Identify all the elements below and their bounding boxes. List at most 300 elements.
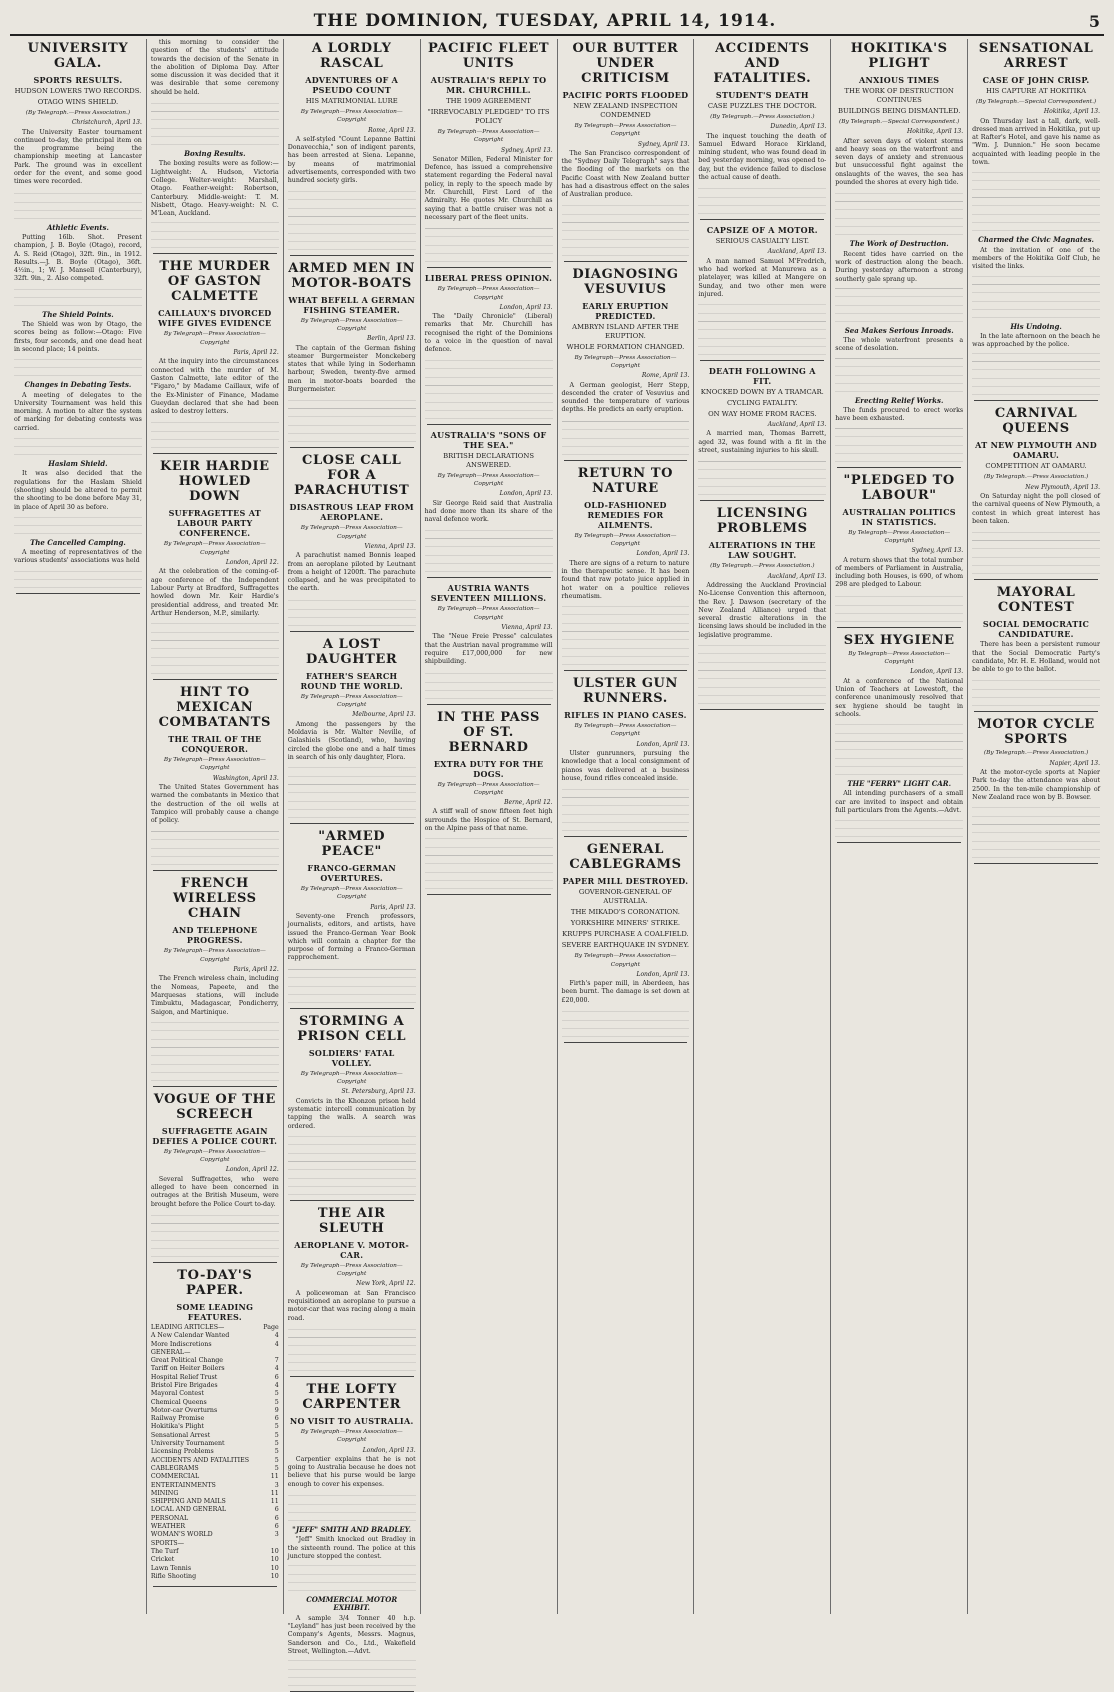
section-heading: Sea Makes Serious Inroads. xyxy=(844,325,954,335)
text-lines xyxy=(698,301,826,355)
article-subheadline: AMBRYN ISLAND AFTER THE ERUPTION. xyxy=(572,322,679,340)
section-paragraph: A sample 3/4 Tonner 40 h.p. "Leyland" has just been received by the Company's Agents, Messrs. Magnus, Sanderson and Co., Ltd., Wakefield Street, Wellington.—Advt. xyxy=(287,1614,416,1655)
article-body xyxy=(288,1456,416,1489)
article-subheadline: BUILDINGS BEING DISMANTLED. xyxy=(837,107,961,115)
article-headline: LICENSING PROBLEMS xyxy=(716,506,808,537)
contents-page: 5 xyxy=(274,1431,279,1439)
contents-list xyxy=(151,1324,279,1581)
article-paragraph: A German geologist, Herr Stepp, descended the crater of Vesuvius and sounded the temperature of various depths. He predicts an early eruption. xyxy=(561,381,690,414)
article-subheadline: CAPSIZE OF A MOTOR. xyxy=(706,225,818,236)
article-subheadline: CASE PUZZLES THE DOCTOR. xyxy=(707,102,817,110)
article-paragraph: A man named Samuel M'Fredrich, who had worked at Manurewa as a platelayer, was killed at Mangere on Sunday, and two other men were injured. xyxy=(698,257,827,298)
article-subheadline: WHOLE FORMATION CHANGED. xyxy=(566,342,685,351)
article-dateline: Sydney, April 13. xyxy=(637,140,690,148)
contents-page: 6 xyxy=(274,1506,279,1514)
text-lines xyxy=(14,356,142,376)
article-subheadline: SOLDIERS' FATAL VOLLEY. xyxy=(308,1047,395,1068)
article-paragraph: The French wireless chain, including the Nomeas, Papeete, and the Marquesas stations, will include Timbuktu, Madagascar, Pondicherry, Saigon, and Martinique. xyxy=(150,975,279,1016)
article-byline: By Telegraph—Press Association—Copyright xyxy=(300,109,403,124)
contents-page xyxy=(275,1540,279,1548)
contents-label: PERSONAL xyxy=(150,1514,189,1522)
article xyxy=(288,1382,416,1686)
section-heading: His Undoing. xyxy=(1010,321,1062,331)
article-dateline: Paris, April 12. xyxy=(233,349,279,357)
article-paragraph: A stiff wall of snow fifteen feet high surrounds the Hospice of St. Bernard, on the Alpine pass of that name. xyxy=(424,808,553,832)
article-body xyxy=(835,678,963,719)
section-paragraph: The boxing results were as follow:—Lightweight: A. Hudson, Victoria College. Welter-weight: Marshall, Otago. Feather-weight: Robertson, Canterbury. Middle-weight: T. M. Nisbett, Otago. Heavy-weight: N. C. M'Lean, Auckland. xyxy=(150,160,279,218)
article-divider xyxy=(974,579,1098,580)
section-body xyxy=(972,333,1100,350)
contents-row xyxy=(151,1423,279,1431)
article-dateline: Paris, April 13. xyxy=(370,903,416,911)
contents-label: Tariff on Heiter Boilers xyxy=(150,1365,225,1373)
contents-label: Hokitika's Plight xyxy=(150,1423,204,1431)
text-lines xyxy=(698,184,826,214)
article xyxy=(972,406,1100,574)
article-body xyxy=(288,136,416,186)
article-divider xyxy=(290,1200,414,1201)
article-headline: PACIFIC FLEET UNITS xyxy=(427,41,550,71)
article-body xyxy=(972,493,1100,526)
text-lines xyxy=(835,426,963,462)
article-divider xyxy=(837,842,961,843)
article-paragraph: A self-styled "Count Lepanne Battini Donavecchia," son of indigent parents, has been arrested at Siena. Lepanne, by means of matrimonial advertisements, corresponded with two hundred society girls. xyxy=(287,135,416,185)
article-headline: "PLEDGED TO LABOUR" xyxy=(843,472,955,503)
article-paragraph: Among the passengers by the Moldavia is Mr. Walter Neville, of Galashiels (Scotland), who, having circled the globe one and a half times in search of his only daughter, Flora. xyxy=(287,720,416,761)
article-body xyxy=(972,769,1100,802)
article-subheadline: SEVERE EARTHQUAKE IN SYDNEY. xyxy=(561,941,690,950)
article-byline: (By Telegraph.—Press Association.) xyxy=(710,563,815,570)
contents-label: ACCIDENTS AND FATALITIES xyxy=(150,1456,250,1464)
article-subheadline: SOME LEADING FEATURES. xyxy=(176,1301,254,1322)
article-byline: By Telegraph—Press Association—Copyright xyxy=(574,123,677,138)
article-body xyxy=(562,560,690,601)
article-headline: IN THE PASS OF ST. BERNARD xyxy=(437,709,540,755)
text-lines xyxy=(972,528,1100,574)
article xyxy=(425,710,553,890)
article xyxy=(698,225,826,355)
article-headline: RETURN TO NATURE xyxy=(577,465,674,496)
column-3 xyxy=(284,39,421,1655)
article xyxy=(425,583,553,698)
article-byline: By Telegraph—Press Association—Copyright xyxy=(848,650,951,666)
section-body xyxy=(972,247,1100,272)
text-lines xyxy=(972,169,1100,231)
article-byline: (By Telegraph.—Press Association.) xyxy=(983,750,1089,757)
article xyxy=(288,1206,416,1371)
contents-page: 4 xyxy=(274,1365,279,1373)
article-headline: CLOSE CALL FOR A PARACHUTIST xyxy=(294,453,410,499)
article-subheadline: OTAGO WINS SHIELD. xyxy=(37,98,119,106)
article-subheadline: HUDSON LOWERS TWO RECORDS. xyxy=(14,87,142,95)
contents-row xyxy=(151,1490,279,1498)
contents-page: 11 xyxy=(270,1489,279,1497)
text-lines xyxy=(151,827,279,865)
contents-row xyxy=(151,1573,279,1581)
article-subheadline: BRITISH DECLARATIONS ANSWERED. xyxy=(443,451,534,469)
article-dateline: Hokitika, April 13. xyxy=(1043,108,1100,116)
section-body xyxy=(835,251,963,284)
section-heading: Boxing Results. xyxy=(184,149,246,159)
article-divider xyxy=(564,261,688,262)
article-headline: THE AIR SLEUTH xyxy=(317,1205,386,1236)
article-byline: By Telegraph—Press Association—Copyright xyxy=(574,354,677,369)
section-heading: Athletic Events. xyxy=(46,222,109,232)
article-dateline: Rome, April 13. xyxy=(368,126,416,134)
article-subheadline: PAPER MILL DESTROYED. xyxy=(562,876,689,887)
article-headline: MOTOR CYCLE SPORTS xyxy=(977,717,1095,748)
contents-row xyxy=(151,1548,279,1556)
section-paragraph: Putting 16lb. Shot. Present champion, J. B. Boyle (Otago), record, A. S. Reid (Otago), 32ft. 9in., in 1912. Results.—J. B. Boyle (Otago), 36ft. 4½in., 1; W. J. Mansell (Canterbury), 32ft. 9in., 2. Also competed. xyxy=(14,233,142,283)
contents-row xyxy=(151,1415,279,1423)
article-byline: By Telegraph—Press Association—Copyright xyxy=(163,757,266,772)
article xyxy=(562,676,690,831)
article-divider xyxy=(153,870,277,871)
article xyxy=(698,506,826,704)
article-divider xyxy=(290,255,414,256)
contents-label: COMMERCIAL xyxy=(150,1473,200,1481)
text-lines xyxy=(14,189,142,219)
article-headline: GENERAL CABLEGRAMS xyxy=(569,842,682,873)
article xyxy=(562,267,690,455)
column-2 xyxy=(147,39,284,1614)
section-body xyxy=(14,549,142,566)
article-byline: By Telegraph—Press Association—Copyright xyxy=(437,472,540,487)
text-lines xyxy=(562,785,690,831)
article-divider xyxy=(290,1008,414,1009)
article-dateline: London, April 13. xyxy=(636,550,690,558)
page-number: 5 xyxy=(1088,12,1100,31)
article-subheadline: EXTRA DUTY FOR THE DOGS. xyxy=(433,758,544,779)
article-subheadline: AUSTRIA WANTS SEVENTEEN MILLIONS. xyxy=(430,583,547,604)
contents-label: ENTERTAINMENTS xyxy=(150,1481,216,1489)
article-body xyxy=(151,1176,279,1209)
contents-page: 10 xyxy=(270,1572,279,1580)
article-paragraph: The "Daily Chronicle" (Liberal) remarks that Mr. Churchill has recognised the right of the Dominions to a voice in the question of naval defence. xyxy=(424,313,553,354)
article-body xyxy=(14,129,142,187)
article-subheadline: NO VISIT TO AUSTRALIA. xyxy=(289,1415,414,1426)
article-paragraph: A married man, Thomas Barrett, aged 32, was found with a fit in the street, sustaining injuries to his skull. xyxy=(698,430,827,455)
article-dateline: New York, April 12. xyxy=(356,1280,416,1288)
article-subheadline: KRUPPS PURCHASE A COALFIELD. xyxy=(562,930,689,939)
masthead xyxy=(10,6,1104,36)
text-lines xyxy=(151,99,279,145)
section-paragraph: Recent tides have carried on the work of destruction along the beach. During yesterday afternoon a strong southerly gale sprang up. xyxy=(835,250,964,283)
contents-page: 5 xyxy=(274,1398,279,1406)
section-body xyxy=(288,1615,416,1656)
masthead-title: THE DOMINION, TUESDAY, APRIL 14, 1914. xyxy=(313,11,777,31)
article-dateline: Auckland, April 13. xyxy=(767,421,827,429)
article-body xyxy=(288,345,416,395)
text-lines xyxy=(288,1563,416,1591)
article xyxy=(151,685,279,865)
contents-label: GENERAL— xyxy=(150,1348,191,1356)
article-headline: KEIR HARDIE HOWLED DOWN xyxy=(159,459,270,505)
article xyxy=(698,41,826,214)
article-dateline: London, April 12. xyxy=(225,559,279,567)
section-heading: The Cancelled Camping. xyxy=(30,537,126,547)
article xyxy=(425,273,553,418)
article-body xyxy=(835,557,963,590)
article-headline: TO-DAY'S PAPER. xyxy=(177,1267,253,1298)
article-divider xyxy=(427,424,551,425)
article-divider xyxy=(974,863,1098,864)
article-body xyxy=(425,633,553,666)
article-dateline: Vienna, April 13. xyxy=(501,624,553,632)
article xyxy=(288,829,416,1003)
contents-page: 9 xyxy=(274,1406,279,1414)
article-headline: SEX HYGIENE xyxy=(843,632,955,648)
contents-page xyxy=(275,1349,279,1357)
article-body xyxy=(288,1290,416,1323)
section-body xyxy=(835,337,963,354)
contents-label: The Turf xyxy=(150,1547,179,1555)
article-byline: By Telegraph—Press Association—Copyright xyxy=(300,1428,403,1444)
article-byline: By Telegraph—Press Association—Copyright xyxy=(437,129,540,144)
article-dateline: St. Petersburg, April 13. xyxy=(341,1088,416,1096)
contents-label: A New Calendar Wanted xyxy=(150,1332,230,1340)
article-dateline: Sydney, April 13. xyxy=(501,146,553,154)
contents-label: Bristol Fire Brigades xyxy=(150,1382,218,1389)
article-subheadline: SERIOUS CASUALTY LIST. xyxy=(715,237,810,246)
article-paragraph: this morning to consider the question of the students' attitude towards the decision of the Senate in the abolition of Diploma Day. After some discussion it was decided that it was desirable that some ceremony should be held. xyxy=(150,39,279,96)
contents-row xyxy=(151,1349,279,1357)
contents-page: 6 xyxy=(274,1415,279,1423)
text-lines xyxy=(288,396,416,442)
article-divider xyxy=(153,1586,277,1587)
contents-label: WEATHER xyxy=(150,1523,186,1531)
article-byline: (By Telegraph.—Press Association.) xyxy=(25,110,131,116)
article-dateline: Christchurch, April 13. xyxy=(71,119,142,127)
contents-page: 6 xyxy=(274,1373,279,1381)
contents-row xyxy=(151,1332,279,1340)
article-divider xyxy=(290,447,414,448)
article xyxy=(151,39,279,248)
section-paragraph: A meeting of delegates to the University Tournament was held this morning. A motion to alter the system of marking for debating contests was carried. xyxy=(14,391,142,432)
article-body xyxy=(288,1098,416,1131)
section-heading: The Work of Destruction. xyxy=(849,239,949,249)
contents-row xyxy=(151,1365,279,1373)
article-dateline: Dunedin, April 13. xyxy=(770,123,827,131)
article-headline: ARMED MEN IN MOTOR-BOATS xyxy=(288,260,416,291)
article-body xyxy=(698,258,826,299)
article xyxy=(151,1092,279,1257)
article-byline: By Telegraph—Press Association—Copyright xyxy=(574,532,677,548)
article-subheadline: FRANCO-GERMAN OVERTURES. xyxy=(307,863,397,884)
section-paragraph: The funds procured to erect works have been exhausted. xyxy=(835,407,964,423)
article-headline: UNIVERSITY GALA. xyxy=(27,41,129,71)
section-heading: Charmed the Civic Magnates. xyxy=(978,235,1094,245)
article-byline: By Telegraph—Press Association—Copyright xyxy=(163,1148,266,1164)
text-lines xyxy=(288,1133,416,1195)
article-body xyxy=(151,568,279,618)
article-divider xyxy=(427,267,551,268)
article-subheadline: SOCIAL DEMOCRATIC CANDIDATURE. xyxy=(982,619,1090,640)
text-lines xyxy=(288,1325,416,1371)
article-subheadline: WHAT BEFELL A GERMAN FISHING STEAMER. xyxy=(288,294,416,315)
article-paragraph: On Thursday last a tall, dark, well-dressed man arrived in Hokitika, put up at Rafter's Hotel, and gave his name as "Wm. J. Dunnion." He soon became acquainted with leading people in the town. xyxy=(972,117,1101,167)
article-dateline: Melbourne, April 13. xyxy=(352,711,416,719)
text-lines xyxy=(698,642,826,704)
article-byline: By Telegraph—Press Association—Copyright xyxy=(300,525,403,540)
section-body xyxy=(14,392,142,433)
article-dateline: Vienna, April 13. xyxy=(364,542,416,550)
contents-page: 5 xyxy=(274,1448,279,1456)
article-byline: By Telegraph—Press Association—Copyright xyxy=(300,693,403,709)
article-paragraph: Carpentier explains that he is not going to Australia because he does not believe that his purse would be large enough to cover his expenses. xyxy=(287,1455,416,1488)
contents-label: Mayoral Contest xyxy=(150,1390,204,1398)
article-body xyxy=(698,133,826,183)
text-lines xyxy=(14,286,142,306)
article-body xyxy=(151,975,279,1016)
article-headline: ACCIDENTS AND FATALITIES. xyxy=(713,41,812,86)
text-lines xyxy=(425,669,553,699)
article-divider xyxy=(290,1376,414,1377)
contents-page: 6 xyxy=(274,1514,279,1522)
contents-row xyxy=(151,1448,279,1456)
article-headline: A LOST DAUGHTER xyxy=(306,636,398,667)
text-lines xyxy=(14,435,142,455)
article-divider xyxy=(837,467,961,468)
contents-label: Rifle Shooting xyxy=(150,1572,197,1580)
article-body xyxy=(562,980,690,1005)
article-paragraph: Seventy-one French professors, journalists, editors, and artists, have issued the Franco-German Year Book which will contain a chapter for the purpose of forming a Franco-German rapprochement. xyxy=(287,912,416,962)
text-lines xyxy=(425,835,553,889)
article-paragraph: A policewoman at San Francisco requisitioned an aeroplane to pursue a motor-car that was racing along a main road. xyxy=(287,1289,416,1322)
article-paragraph: Firth's paper mill, in Aberdeen, has been burnt. The damage is set down at £20,000. xyxy=(561,980,690,1004)
text-lines xyxy=(562,1007,690,1037)
article-dateline: Paris, April 12. xyxy=(233,966,279,974)
text-lines xyxy=(288,1658,416,1686)
article-subheadline: YORKSHIRE MINERS' STRIKE. xyxy=(570,919,681,928)
article-body xyxy=(562,382,690,415)
article-subheadline: THE 1909 AGREEMENT xyxy=(446,97,531,105)
article-headline: HINT TO MEXICAN COMBATANTS xyxy=(158,685,272,731)
article-paragraph: At the inquiry into the circumstances connected with the murder of M. Gaston Calmette, late editor of the "Figaro," by Madame Caillaux, wife of the Ex-Minister of Finance, Madame Gueydan declared that she had been asked to destroy letters. xyxy=(150,358,279,416)
contents-row xyxy=(151,1482,279,1490)
article-body xyxy=(698,430,826,455)
article-headline: A LORDLY RASCAL xyxy=(311,41,392,71)
contents-label: CABLEGRAMS xyxy=(150,1464,199,1472)
contents-page: 5 xyxy=(274,1464,279,1472)
article-paragraph: Ulster gunrunners, pursuing the knowledge that a local consignment of pianos was delivered at a business house, found rifles concealed inside. xyxy=(561,750,690,782)
contents-label: Hospital Relief Trust xyxy=(150,1373,218,1381)
article-divider xyxy=(16,593,140,594)
article-divider xyxy=(427,577,551,578)
article xyxy=(562,41,690,256)
article-body xyxy=(288,913,416,963)
article-dateline: London, April 13. xyxy=(362,1446,416,1454)
article-subheadline: LIBERAL PRESS OPINION. xyxy=(424,273,553,284)
text-lines xyxy=(151,1019,279,1081)
article-subheadline: SUFFRAGETTES AT LABOUR PARTY CONFERENCE. xyxy=(168,508,262,539)
article-dateline: London, April 13. xyxy=(910,668,964,676)
text-lines xyxy=(288,596,416,626)
section-heading: "JEFF" SMITH AND BRADLEY. xyxy=(292,1525,412,1534)
article-paragraph: At the celebration of the coming-of-age conference of the Independent Labour Party at Bradford, Suffragettes howled down Mr. Keir Hardie's presidential address, and treated Mr. Arthur Henderson, M.P., similarly. xyxy=(150,568,279,617)
section-body xyxy=(14,470,142,511)
article-subheadline: THE MIKADO'S CORONATION. xyxy=(570,908,680,917)
text-lines xyxy=(972,676,1100,706)
contents-row xyxy=(151,1565,279,1573)
article xyxy=(288,261,416,443)
article-headline: SENSATIONAL ARREST xyxy=(978,41,1094,71)
section-paragraph: It was also decided that the regulations for the Haslam Shield (shooting) should be altered to permit the shooting to be done before May 31, in place of April 30 as before. xyxy=(14,470,142,511)
article-byline: By Telegraph—Press Association—Copyright xyxy=(437,606,540,621)
text-lines xyxy=(835,721,963,775)
contents-row xyxy=(151,1498,279,1506)
article-subheadline: ADVENTURES OF A PSEUDO COUNT xyxy=(305,75,399,95)
article-dateline: Auckland, April 13. xyxy=(767,248,827,256)
article-body xyxy=(835,138,963,188)
contents-label: MINING xyxy=(150,1489,179,1497)
article-subheadline: RIFLES IN PIANO CASES. xyxy=(564,710,687,721)
contents-label: University Tournament xyxy=(150,1440,225,1448)
contents-label: More Indiscretions xyxy=(150,1340,212,1348)
article-divider xyxy=(153,253,277,254)
article-subheadline: "IRREVOCABLY PLEDGED" TO ITS POLICY xyxy=(427,108,550,125)
contents-row xyxy=(151,1523,279,1531)
article-dateline: New Plymouth, April 13. xyxy=(1025,483,1100,491)
article-divider xyxy=(427,894,551,895)
article-subheadline: AEROPLANE V. MOTOR-CAR. xyxy=(294,1239,410,1260)
article-subheadline: DEATH FOLLOWING A FIT. xyxy=(708,366,816,387)
column-8 xyxy=(968,39,1104,1614)
contents-row xyxy=(151,1399,279,1407)
section-body xyxy=(14,321,142,354)
article-subheadline: EARLY ERUPTION PREDICTED. xyxy=(582,300,669,321)
article-dateline: Berlin, April 13. xyxy=(366,335,416,343)
article xyxy=(288,1014,416,1195)
article-byline: (By Telegraph.—Special Correspondent.) xyxy=(975,99,1097,105)
article-dateline: Berne, April 12. xyxy=(504,799,553,807)
article xyxy=(972,41,1100,395)
text-lines xyxy=(562,202,690,256)
text-lines xyxy=(835,356,963,392)
article-dateline: Auckland, April 13. xyxy=(767,572,827,580)
section-body xyxy=(835,790,963,815)
article-dateline: London, April 13. xyxy=(499,303,553,311)
article-paragraph: Sir George Reid said that Australia had done more than its share of the naval defence work. xyxy=(424,499,553,524)
article-subheadline: PACIFIC PORTS FLOODED xyxy=(562,90,689,100)
contents-row xyxy=(151,1357,279,1365)
article-dateline: Hokitika, April 13. xyxy=(907,128,964,136)
article-divider xyxy=(153,453,277,454)
contents-page: 7 xyxy=(274,1357,279,1365)
text-lines xyxy=(151,220,279,248)
section-paragraph: In the late afternoon on the beach he was approached by the police. xyxy=(972,332,1100,349)
text-lines xyxy=(972,351,1100,395)
article-divider xyxy=(700,360,824,361)
contents-row xyxy=(151,1374,279,1382)
contents-page: 6 xyxy=(274,1523,279,1531)
contents-page: 5 xyxy=(274,1423,279,1431)
article-subheadline: AND TELEPHONE PROGRESS. xyxy=(172,925,258,946)
article-subheadline: ANXIOUS TIMES xyxy=(859,75,940,85)
article xyxy=(835,633,963,838)
article-divider xyxy=(564,836,688,837)
text-lines xyxy=(562,603,690,665)
text-lines xyxy=(288,1491,416,1521)
section-body xyxy=(835,407,963,424)
article xyxy=(14,41,142,588)
article-byline: By Telegraph—Press Association—Copyright xyxy=(437,781,540,796)
article xyxy=(425,41,553,262)
contents-row xyxy=(151,1324,279,1332)
article-subheadline: CAILLAUX'S DIVORCED WIFE GIVES EVIDENCE xyxy=(158,308,272,329)
article-byline: By Telegraph—Press Association—Copyright xyxy=(163,331,266,346)
contents-label: Chemical Queens xyxy=(150,1398,207,1406)
